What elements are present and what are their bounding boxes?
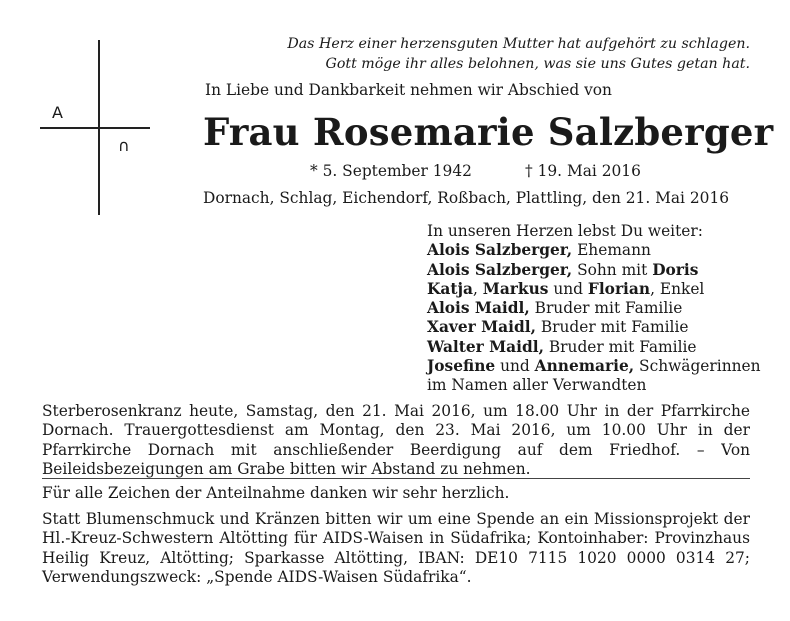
mourners-heading: In unseren Herzen lebst Du weiter: [427, 222, 703, 240]
mourner-relation: Sohn mit [572, 260, 653, 279]
quote-line-1: Das Herz einer herzensguten Mutter hat aufgehört zu schlagen. [287, 36, 750, 52]
mourner-line [427, 376, 761, 395]
farewell-intro: In Liebe und Dankbarkeit nehmen wir Abschied von [205, 81, 612, 99]
mourner-relation: Ehemann [572, 241, 651, 260]
divider [42, 478, 750, 479]
mourner-relation: , Enkel [650, 279, 705, 298]
mourner-relation: und [548, 279, 588, 298]
birth-date: * 5. September 1942 [310, 162, 472, 180]
mourner-name: Alois Salzberger, [427, 260, 573, 279]
mourner-relation: und [495, 357, 535, 376]
mourner-name: Xaver Maidl, [427, 318, 536, 337]
mourner-line [427, 299, 761, 318]
omega-symbol: ∩ [118, 136, 130, 155]
memorial-quote [270, 34, 750, 74]
donation-request: Statt Blumenschmuck und Kränzen bitten wir um eine Spende an ein Missionsprojekt der Hl.-Kreuz-Schwestern Altötting für AIDS-Waisen in Südafrika; Kontoinhaber: Provinzhaus Heilig Kreuz, Altötting; Sparkasse Altötting, IBAN: DE10 7115 1020 0000 0314 27; Verwendungszweck: „Spende AIDS-Waisen Südafrika“. [42, 510, 750, 586]
mourner-line [427, 261, 761, 280]
mourner-line [427, 338, 761, 357]
mourner-relation: Schwägerinnen [634, 357, 761, 376]
mourner-relation: Bruder mit Familie [543, 337, 697, 356]
mourner-name: Alois Salzberger, [427, 241, 573, 260]
mourner-name: Annemarie, [534, 357, 635, 376]
death-date: † 19. Mai 2016 [525, 162, 641, 180]
thanks-text: Für alle Zeichen der Anteilnahme danken wir sehr herzlich. [42, 484, 510, 502]
mourner-relation: Bruder mit Familie [529, 299, 683, 318]
mourner-relation: , [473, 279, 483, 298]
service-announcement: Sterberosenkranz heute, Samstag, den 21. Mai 2016, um 18.00 Uhr in der Pfarrkirche Dornach. Trauergottesdienst am Montag, den 23. Mai 2016, um 10.00 Uhr in der Pfarrkirche Dornach mit anschließender Beerdigung auf dem Friedhof. – Von Beileidsbezeigungen am Grabe bitten wir Abstand zu nehmen. [42, 402, 750, 478]
mourner-lines [427, 241, 761, 395]
mourner-line [427, 318, 761, 337]
deceased-name: Frau Rosemarie Salzberger [203, 110, 774, 154]
alpha-symbol: A [52, 103, 63, 122]
mourners-list [427, 222, 761, 396]
mourner-relation: im Namen aller Verwandten [427, 376, 647, 395]
mourner-line [427, 280, 761, 299]
mourner-name: Alois Maidl, [427, 299, 530, 318]
mourner-name: Josefine [427, 357, 496, 376]
mourner-line [427, 241, 761, 260]
mourner-name: Doris [652, 260, 699, 279]
mourner-name: Markus [482, 279, 549, 298]
mourner-line [427, 357, 761, 376]
mourner-relation: Bruder mit Familie [535, 318, 689, 337]
mourner-name: Florian [587, 279, 651, 298]
quote-line-2: Gott möge ihr alles belohnen, was sie uns Gutes getan hat. [325, 56, 750, 72]
cross-horizontal-bar [40, 127, 150, 129]
mourner-name: Katja [427, 279, 473, 298]
place-and-date: Dornach, Schlag, Eichendorf, Roßbach, Plattling, den 21. Mai 2016 [203, 189, 730, 207]
mourner-name: Walter Maidl, [427, 337, 544, 356]
